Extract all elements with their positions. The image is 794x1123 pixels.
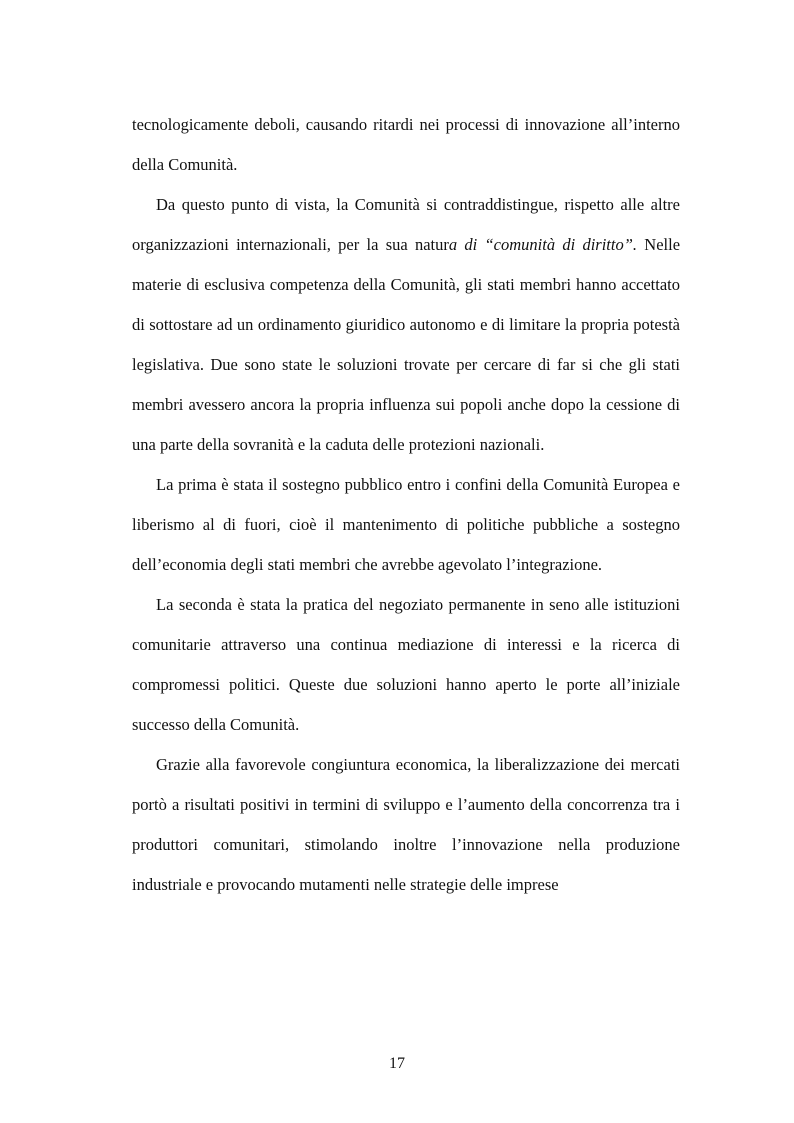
paragraph-continuation: tecnologicamente deboli, causando ritardi nei processi di innovazione all’interno della Comunità. [132, 115, 680, 174]
paragraph-prima-soluzione: La prima è stata il sostegno pubblico entro i confini della Comunità Europea e liberismo al di fuori, cioè il mantenimento di politiche pubbliche a sostegno dell’economia degli stati membri che avrebbe agevolato l’integrazione. [132, 475, 680, 574]
italic-phrase: a di “comunità di diritto”. [448, 235, 638, 254]
page-number: 17 [389, 1055, 405, 1072]
body-text [132, 105, 680, 905]
paragraph-text-after-italic: Nelle materie di esclusiva competenza della Comunità, gli stati membri hanno accettato di sottostare ad un ordinamento giuridico autonomo e di limitare la propria potestà legislativa. Due sono state le soluzioni trovate per cercare di far si che gli stati membri avessero ancora la propria influenza sui popoli anche dopo la cessione di una parte della sovranità e la caduta delle protezioni nazionali. [132, 235, 681, 454]
paragraph-congiuntura-economica: Grazie alla favorevole congiuntura economica, la liberalizzazione dei mercati portò a risultati positivi in termini di sviluppo e l’aumento della concorrenza tra i produttori comunitari, stimolando inoltre l’innovazione nella produzione industriale e provocando mutamenti nelle strategie delle imprese [132, 755, 680, 894]
paragraph-seconda-soluzione: La seconda è stata la pratica del negoziato permanente in seno alle istituzioni comunitarie attraverso una continua mediazione di interessi e la ricerca di compromessi politici. Queste due soluzioni hanno aperto le porte all’iniziale successo della Comunità. [132, 595, 680, 734]
paragraph-text-before-italic: Da questo punto di vista, la Comunità si contraddistingue, rispetto alle altre organizzazioni internazionali, per la sua natur [132, 195, 680, 254]
paragraph-comunita-di-diritto [132, 185, 680, 465]
